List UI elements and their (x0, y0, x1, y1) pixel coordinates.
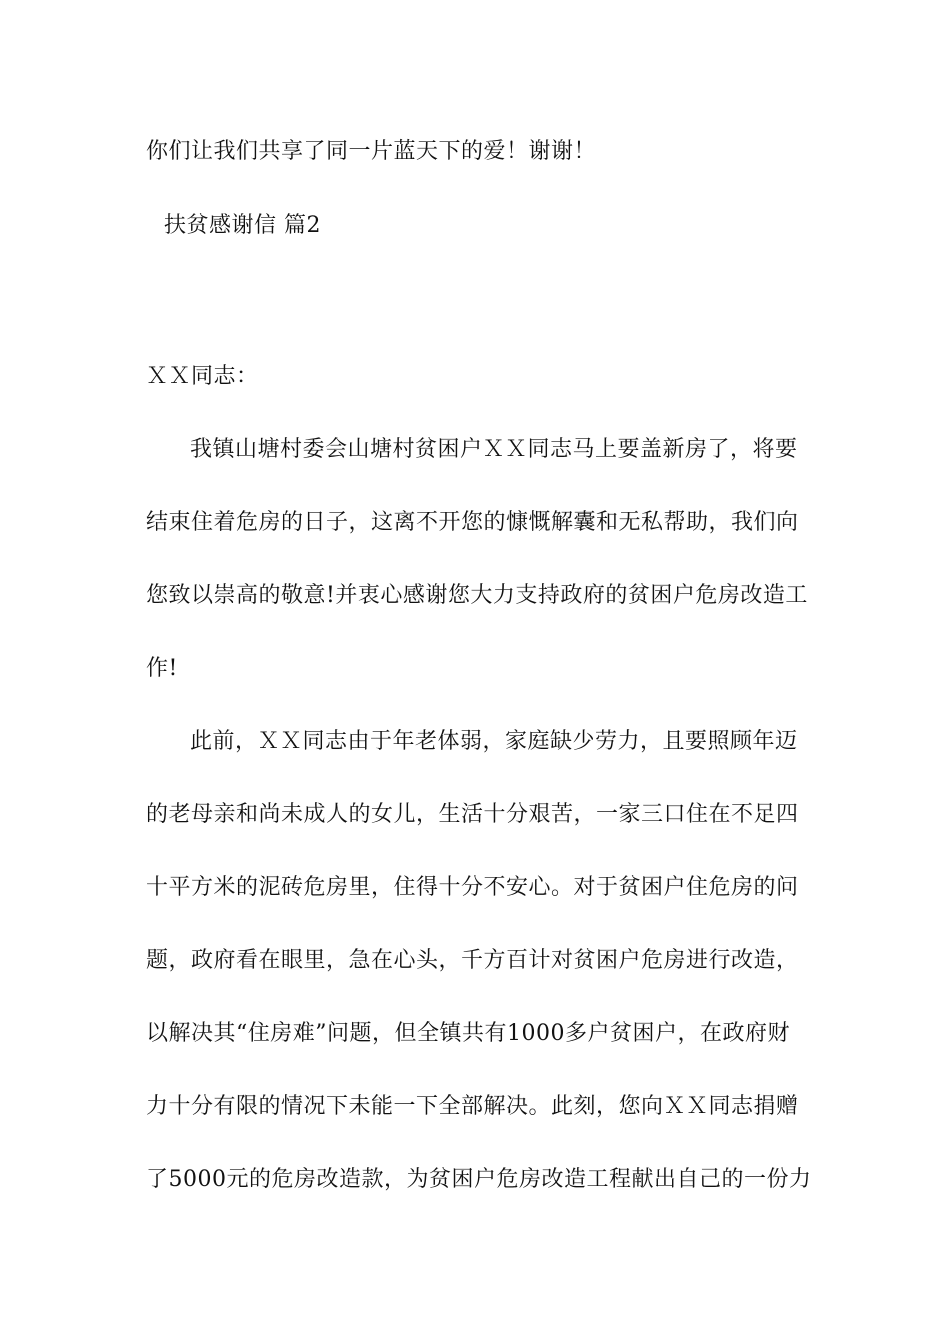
paragraph-line: 结束住着危房的日子，这离不开您的慷慨解囊和无私帮助，我们向 (146, 510, 799, 535)
paragraph-line: 十平方米的泥砖危房里，住得十分不安心。对于贫困户住危房的问 (146, 875, 799, 900)
paragraph-line: 题，政府看在眼里，急在心头，千方百计对贫困户危房进行改造， (146, 948, 799, 973)
paragraph-line: 以解决其“住房难”问题，但全镇共有1000多户贫困户，在政府财 (146, 1021, 790, 1046)
paragraph-line: 力十分有限的情况下未能一下全部解决。此刻，您向ＸＸ同志捐赠 (146, 1094, 799, 1119)
paragraph-line: 作! (146, 656, 178, 681)
paragraph-line: 您致以崇高的敬意!并衷心感谢您大力支持政府的贫困户危房改造工 (146, 583, 808, 608)
paragraph-line: 的老母亲和尚未成人的女儿，生活十分艰苦，一家三口住在不足四 (146, 802, 799, 827)
section-title: 扶贫感谢信 篇2 (164, 213, 321, 238)
salutation: ＸＸ同志： (146, 364, 259, 389)
paragraph-line: 了5000元的危房改造款，为贫困户危房改造工程献出自己的一份力 (146, 1167, 812, 1192)
paragraph-line: 我镇山塘村委会山塘村贫困户ＸＸ同志马上要盖新房了，将要 (190, 437, 798, 462)
closing-line: 你们让我们共享了同一片蓝天下的爱！谢谢！ (146, 139, 597, 164)
paragraph-line: 此前，ＸＸ同志由于年老体弱，家庭缺少劳力，且要照顾年迈 (190, 729, 798, 754)
